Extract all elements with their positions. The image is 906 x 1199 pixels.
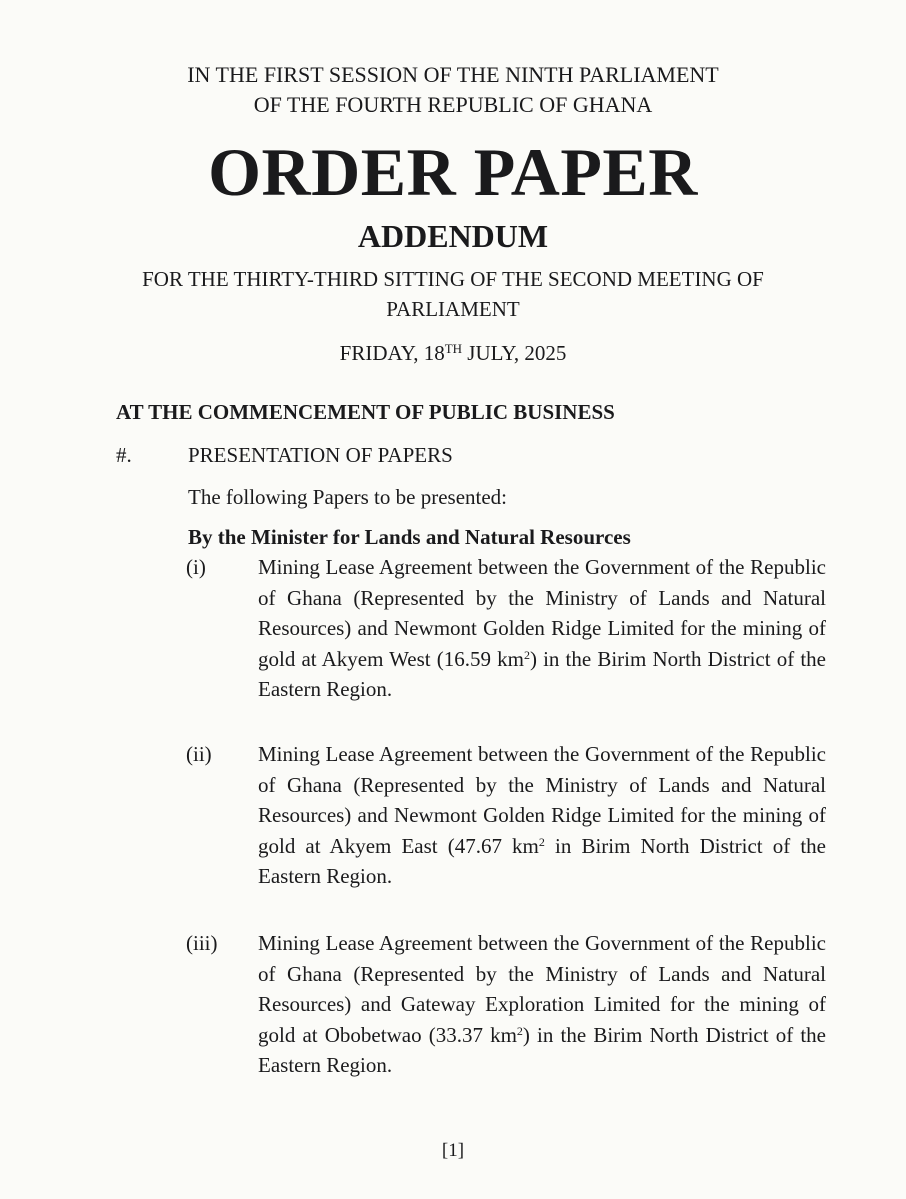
session-line-1: IN THE FIRST SESSION OF THE NINTH PARLIAMENT bbox=[187, 62, 719, 87]
date-day: FRIDAY, 18 bbox=[339, 341, 445, 365]
paper-text-after: in Birim North District of the Eastern Region. bbox=[258, 833, 826, 888]
page-title: ORDER PAPER bbox=[208, 134, 698, 210]
presenter-heading: By the Minister for Lands and Natural Resources bbox=[188, 525, 631, 549]
paper-text-before: Mining Lease Agreement between the Government of the Republic of Ghana (Represented by the Ministry of Lands and Natural Resources) and Newmont Golden Ridge Limited for the mining of gold at Akyem East (47.67 km bbox=[258, 742, 826, 858]
business-heading: AT THE COMMENCEMENT OF PUBLIC BUSINESS bbox=[116, 400, 615, 424]
sitting-line-1: FOR THE THIRTY-THIRD SITTING OF THE SECOND MEETING OF bbox=[142, 267, 764, 291]
paper-number: (ii) bbox=[186, 742, 212, 766]
session-line-2: OF THE FOURTH REPUBLIC OF GHANA bbox=[253, 92, 653, 117]
paper-description bbox=[258, 928, 826, 1081]
sitting-date bbox=[0, 338, 906, 368]
paper-text-before: Mining Lease Agreement between the Government of the Republic of Ghana (Represented by the Ministry of Lands and Natural Resources) and Newmont Golden Ridge Limited for the mining of gold at Akyem West (16.59 km bbox=[258, 555, 826, 671]
date-suffix: TH bbox=[444, 341, 463, 356]
page-number: [1] bbox=[441, 1140, 465, 1161]
session-heading bbox=[0, 60, 906, 120]
paper-number: (i) bbox=[186, 555, 206, 579]
paper-text-sup: 2 bbox=[538, 834, 545, 849]
paper-text-sup: 2 bbox=[516, 1023, 523, 1038]
page-subtitle: ADDENDUM bbox=[357, 218, 549, 254]
paper-description bbox=[258, 552, 826, 705]
date-rest: JULY, 2025 bbox=[462, 341, 567, 365]
papers-intro: The following Papers to be presented: bbox=[188, 485, 507, 509]
item-title: PRESENTATION OF PAPERS bbox=[188, 443, 453, 467]
paper-number: (iii) bbox=[186, 931, 218, 955]
sitting-heading bbox=[0, 264, 906, 324]
paper-text-after: ) in the Birim North District of the Eastern Region. bbox=[258, 1022, 826, 1077]
paper-text-sup: 2 bbox=[523, 647, 530, 662]
paper-text-before: Mining Lease Agreement between the Government of the Republic of Ghana (Represented by the Ministry of Lands and Natural Resources) and Gateway Exploration Limited for the mining of gold at Obobetwao (33.37 km bbox=[258, 931, 826, 1047]
paper-text-after: ) in the Birim North District of the Eastern Region. bbox=[258, 646, 826, 701]
sitting-line-2: PARLIAMENT bbox=[386, 297, 520, 321]
paper-description bbox=[258, 739, 826, 892]
item-marker: #. bbox=[116, 443, 132, 467]
